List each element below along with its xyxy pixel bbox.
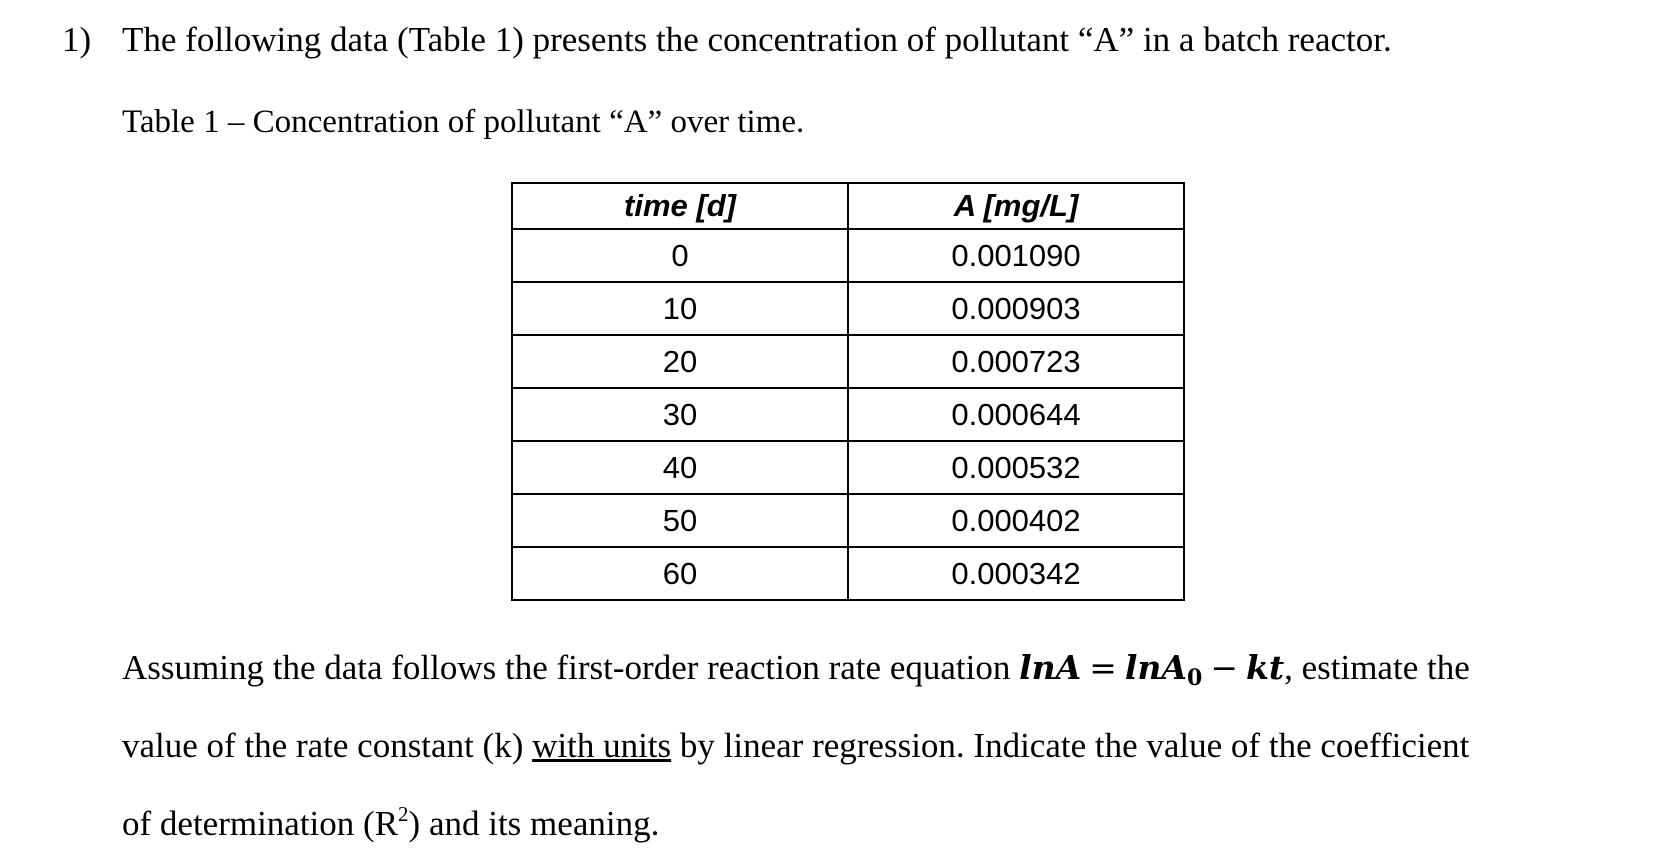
cell-time: 0 [512, 229, 848, 282]
cell-concentration: 0.000903 [848, 282, 1184, 335]
table-row [512, 441, 1184, 494]
cell-concentration: 0.000402 [848, 494, 1184, 547]
cell-concentration: 0.000342 [848, 547, 1184, 600]
header-time: time [d] [512, 183, 848, 229]
table-header-row [512, 183, 1184, 229]
table-caption: Table 1 – Concentration of pollutant “A” over time. [122, 104, 805, 140]
cell-time: 30 [512, 388, 848, 441]
underlined-text: with units [532, 726, 672, 765]
equation-lhs: lnA [1019, 648, 1082, 687]
paragraph-text: ) and its meaning. [408, 804, 660, 843]
paragraph-line-2 [122, 712, 1642, 780]
paragraph-line-1 [122, 634, 1642, 712]
equation-subscript: 0 [1187, 665, 1203, 691]
table-row [512, 388, 1184, 441]
superscript: 2 [398, 802, 409, 826]
question-text: The following data (Table 1) presents the concentration of pollutant “A” in a batch reactor. [122, 20, 1392, 59]
cell-concentration: 0.000532 [848, 441, 1184, 494]
instruction-paragraph [122, 634, 1642, 858]
paragraph-text: value of the rate constant (k) [122, 726, 533, 765]
paragraph-line-3 [122, 780, 1642, 858]
cell-concentration: 0.001090 [848, 229, 1184, 282]
concentration-table [511, 182, 1185, 601]
paragraph-text: by linear regression. Indicate the value of the coefficient [671, 726, 1470, 765]
cell-concentration: 0.000723 [848, 335, 1184, 388]
rate-equation [1019, 648, 1285, 691]
equation-equals: = [1089, 648, 1117, 687]
table-row [512, 282, 1184, 335]
table-row [512, 547, 1184, 600]
cell-time: 10 [512, 282, 848, 335]
table-row [512, 494, 1184, 547]
cell-time: 50 [512, 494, 848, 547]
equation-minus: − [1210, 648, 1238, 687]
cell-time: 20 [512, 335, 848, 388]
header-concentration: A [mg/L] [848, 183, 1184, 229]
paragraph-text: , estimate the [1284, 648, 1470, 687]
question-number: 1) [62, 20, 92, 59]
paragraph-text: of determination (R [122, 804, 399, 843]
table-row [512, 229, 1184, 282]
cell-time: 40 [512, 441, 848, 494]
equation-kt: kt [1246, 648, 1285, 687]
cell-concentration: 0.000644 [848, 388, 1184, 441]
equation-rhs-ln: lnA [1124, 648, 1188, 687]
table-row [512, 335, 1184, 388]
cell-time: 60 [512, 547, 848, 600]
paragraph-text: Assuming the data follows the first-order reaction rate equation [122, 648, 1020, 687]
question-statement [62, 14, 1392, 66]
